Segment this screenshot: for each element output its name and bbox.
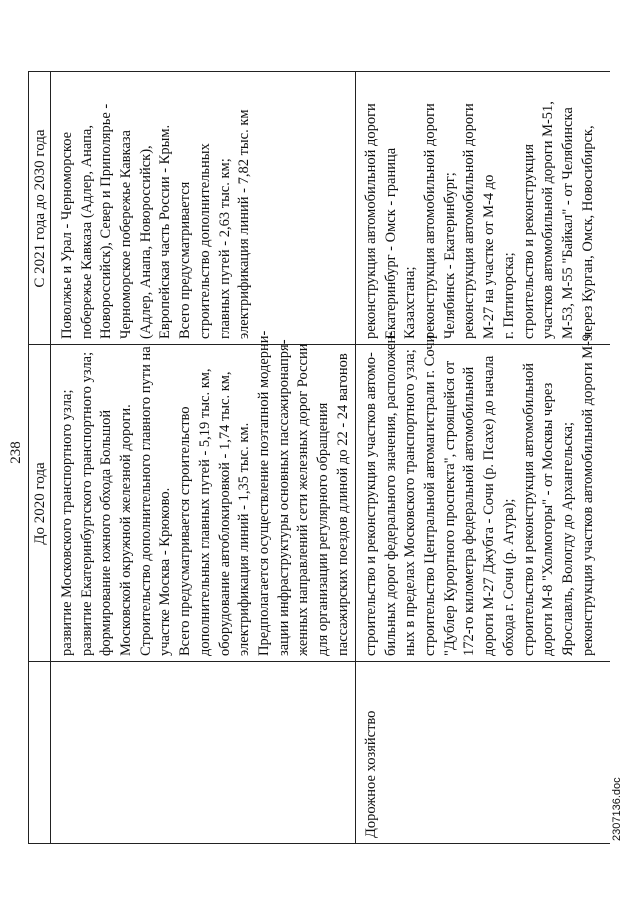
text-line: (Адлер, Анапа, Новороссийск), — [137, 145, 154, 339]
page-number: 238 — [8, 441, 24, 464]
row-road-until-2020 — [362, 331, 598, 656]
text-line: М-27 на участке от М-4 до — [481, 174, 498, 339]
text-line: оборудование автоблокировкой - 1,74 тыс. км, — [216, 371, 233, 656]
text-line: реконструкция участков автомобильной дороги М-9 — [579, 333, 596, 656]
text-line: Европейская часть России - Крым. — [157, 124, 174, 339]
text-line: Московской окружной железной дороги. — [118, 404, 135, 656]
text-line: реконструкция автомобильной дороги — [461, 103, 478, 339]
text-line: строительство и реконструкция автомобильной — [520, 363, 537, 656]
text-line: обхода г. Сочи (р. Агура); — [500, 498, 517, 656]
column-header-from-2021: С 2021 года до 2030 года — [32, 129, 48, 288]
column-header-until-2020: До 2020 года — [32, 462, 48, 545]
text-line: главных путей - 2,63 тыс. км; — [216, 158, 233, 339]
text-line: Екатеринбург - Омск - граница — [382, 147, 399, 339]
text-line: Всего предусматривается строительство — [177, 406, 194, 656]
text-line: Новороссийск), Север и Приполярье - — [98, 103, 115, 339]
text-line: дороги М-8 "Холмогоры" - от Москвы через — [540, 382, 557, 656]
table-right-border — [28, 71, 610, 72]
text-line: электрификация линий - 7,82 тыс. км — [236, 109, 253, 339]
text-line: электрификация линий - 1,35 тыс. км. — [236, 422, 253, 656]
text-line: бильных дорог федерального значения, расположен- — [382, 330, 399, 656]
text-line: дороги М-27 Джубга - Сочи (р. Псахе) до начала — [481, 355, 498, 656]
text-line: Всего предусматривается — [177, 181, 194, 339]
table-header-border — [50, 72, 51, 844]
text-line: дополнительных главных путей - 5,19 тыс. км, — [196, 368, 213, 656]
text-line: "Дублер Курортного проспекта", строящейся от — [441, 360, 458, 656]
text-line: пассажирских поездов длиной до 22 - 24 вагонов — [334, 353, 351, 656]
row-railway-from-2021 — [58, 104, 255, 339]
row-label-road: Дорожное хозяйство — [363, 710, 379, 838]
text-line: зации инфраструктуры основных пассажиронапря- — [275, 339, 292, 656]
text-line: М-53, М-55 "Байкал" - от Челябинска — [559, 107, 576, 339]
text-line: участке Москва - Крюково. — [157, 487, 174, 656]
text-line: ных в пределах Московского транспортного узла; — [402, 349, 419, 656]
row-railway-until-2020 — [58, 331, 353, 656]
text-line: участков автомобильной дороги М-51, — [540, 101, 557, 339]
text-line: реконструкция автомобильной дороги — [363, 103, 379, 339]
text-line: Челябинск - Екатеринбург; — [441, 172, 458, 339]
row-divider — [355, 72, 356, 844]
text-line: побережье Кавказа (Адлер, Анапа, — [78, 125, 95, 339]
text-line: Черноморское побережье Кавказа — [118, 130, 135, 339]
text-line: Строительство дополнительного главного пути на — [137, 346, 154, 656]
document-code: 2307136.doc — [611, 777, 623, 841]
text-line: Поволжье и Урал - Черноморское — [59, 131, 75, 339]
text-line: женных направлений сети железных дорог России — [295, 343, 312, 656]
text-line: Казахстана; — [402, 266, 419, 339]
text-line: для организации регулярного обращения — [314, 402, 331, 656]
text-line: строительство дополнительных — [196, 143, 213, 339]
text-line: формирование южного обхода Большой — [98, 409, 115, 656]
text-line: развитие Московского транспортного узла; — [59, 389, 75, 656]
text-line: реконструкция автомобильной дороги — [422, 103, 439, 339]
text-line: строительство Центральной автомагистрали г. Сочи — [422, 334, 439, 656]
text-line: строительство и реконструкция — [520, 143, 537, 339]
text-line: развитие Екатеринбургского транспортного узла; — [78, 351, 95, 656]
text-line: строительство и реконструкция участков автомо- — [363, 352, 379, 656]
text-line: 172-го километра федеральной автомобильной — [461, 366, 478, 656]
table-left-border — [28, 843, 610, 844]
text-line: Ярославль, Вологду до Архангельска; — [559, 421, 576, 656]
table-top-border — [28, 72, 29, 844]
row-road-from-2021 — [362, 101, 598, 339]
text-line: Предполагается осуществление поэтапной модерни- — [255, 330, 272, 656]
text-line: через Курган, Омск, Новосибирск, — [579, 125, 596, 339]
text-line: г. Пятигорска; — [500, 252, 517, 339]
column-divider-1 — [28, 661, 610, 662]
